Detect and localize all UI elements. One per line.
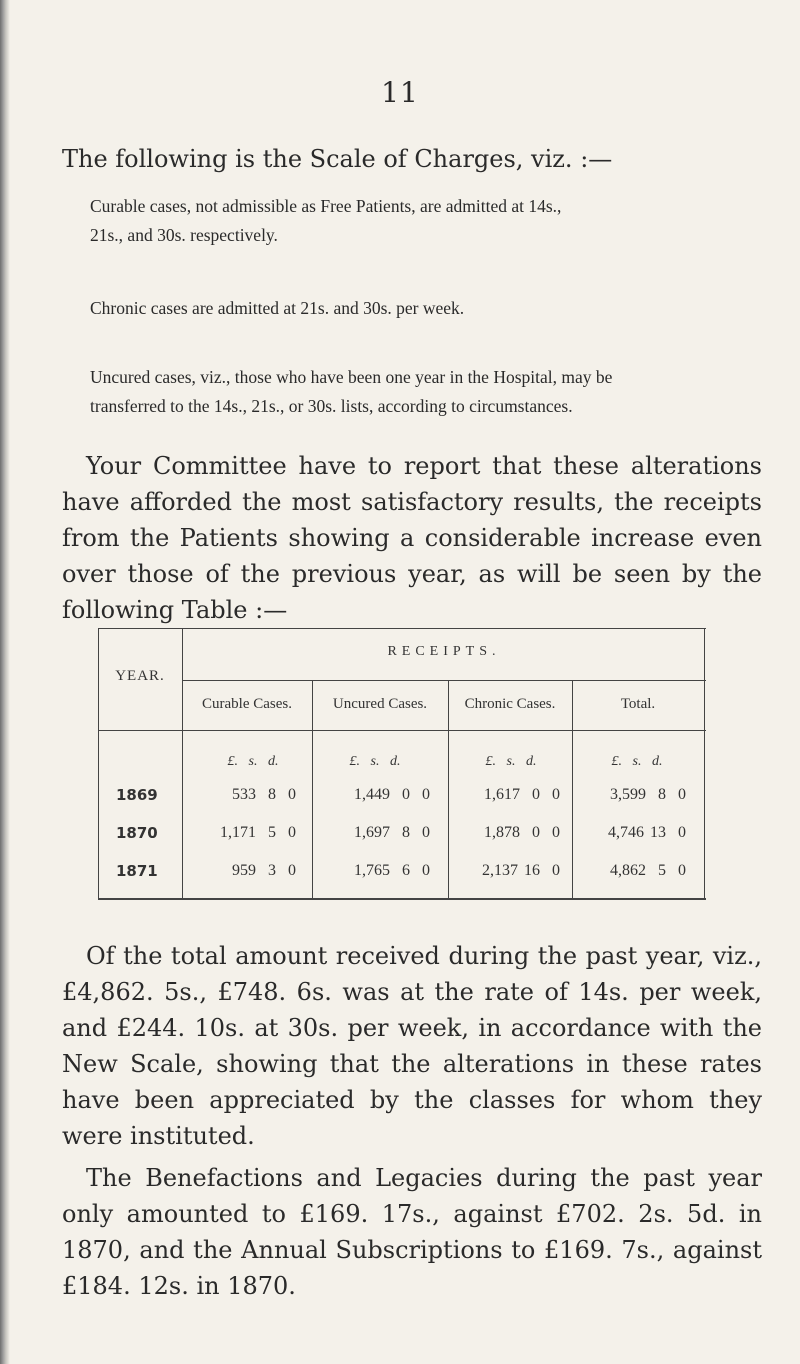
table-cell: 1,617 0 0 — [484, 786, 560, 803]
curable-cases-header: Curable Cases. — [202, 696, 292, 712]
charge-uncured — [62, 363, 762, 421]
charge-curable — [62, 192, 762, 250]
table-cell: 533 8 0 — [232, 786, 296, 803]
table-cell: 1,449 0 0 — [354, 786, 430, 803]
intro-line: The following is the Scale of Charges, viz. :— — [62, 145, 613, 173]
total-header: Total. — [620, 696, 656, 712]
table-cell: 2,137 16 0 — [482, 862, 560, 879]
table-row-year: 1871 — [116, 862, 158, 880]
chronic-cases-header: Chronic Cases. — [464, 696, 556, 712]
charge-line: Chronic cases are admitted at 21s. and 30s. per week. — [90, 298, 465, 318]
page-number: 11 — [381, 76, 419, 109]
table-cell: 4,862 5 0 — [610, 862, 686, 879]
year-column-header: YEAR. — [115, 668, 165, 684]
table-cell: 3,599 8 0 — [610, 786, 686, 803]
table-row-year: 1869 — [116, 786, 158, 804]
paragraph-total-amount — [62, 938, 762, 1154]
table-cell: 1,171 5 0 — [220, 824, 296, 841]
table-cell: 1,697 8 0 — [354, 824, 430, 841]
book-binding-edge — [0, 0, 10, 1364]
uncured-cases-header: Uncured Cases. — [332, 696, 428, 712]
table-cell: 959 3 0 — [232, 862, 296, 879]
charge-line-continued: transferred to the 14s., 21s., or 30s. lists, according to circumstances. — [90, 396, 573, 416]
charge-line: Curable cases, not admissible as Free Patients, are admitted at 14s., — [90, 196, 562, 216]
currency-units: £. s. d. — [227, 754, 279, 769]
charge-chronic — [62, 294, 762, 323]
paragraph-text: Of the total amount received during the past year, viz., £4,862. 5s., £748. 6s. was at the rate of 14s. per week, and £244. 10s. at 30s. per week, in accordance with the New Scale, showing that the alterations in these rates have been appreciated by the classes for whom they were instituted. — [62, 942, 762, 1150]
table-cell: 1,878 0 0 — [484, 824, 560, 841]
paragraph-text: Your Committee have to report that these alterations have afforded the most satisfactory results, the receipts from the Patients showing a considerable increase even over those of the previous year, as will be seen by the following Table :— — [62, 452, 762, 624]
receipts-header: RECEIPTS. — [387, 644, 501, 659]
currency-units: £. s. d. — [611, 754, 663, 769]
table-row-year: 1870 — [116, 824, 158, 842]
currency-units: £. s. d. — [485, 754, 537, 769]
currency-units: £. s. d. — [349, 754, 401, 769]
charge-line-continued: 21s., and 30s. respectively. — [90, 225, 278, 245]
charge-line: Uncured cases, viz., those who have been one year in the Hospital, may be — [90, 367, 613, 387]
paragraph-committee-report — [62, 448, 762, 628]
receipts-table — [98, 628, 706, 900]
table-cell: 4,746 13 0 — [608, 824, 686, 841]
table-cell: 1,765 6 0 — [354, 862, 430, 879]
paragraph-text: The Benefactions and Legacies during the past year only amounted to £169. 17s., against £702. 2s. 5d. in 1870, and the Annual Subscriptions to £169. 7s., against £184. 12s. in 1870. — [62, 1164, 762, 1300]
paragraph-benefactions — [62, 1160, 762, 1304]
